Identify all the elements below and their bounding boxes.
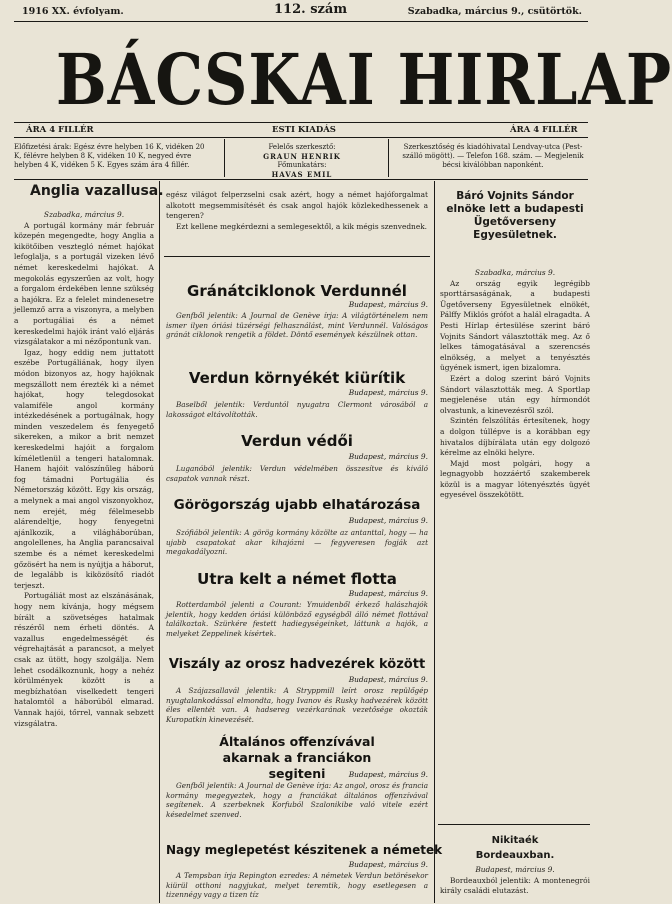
top-rule xyxy=(14,21,588,22)
left-article-dateline: Szabadka, március 9. xyxy=(43,210,125,219)
news-dateline: Budapest, március 9. xyxy=(348,860,428,869)
edition-label: ESTI KIADÁS xyxy=(272,125,336,135)
header-bottom-rule xyxy=(14,179,588,180)
news-body: Genfből jelentik: A Journal de Genève írja: Az angol, orosz és francia kormány megegyeztek, hogy a franciákat általános offenzívával segítenek. A szerbeknek Korfuból Szalonikibe való vitele ezért késedelmet szenved. xyxy=(166,781,428,819)
volume-label: 1916 XX. évfolyam. xyxy=(22,6,124,17)
sub-article-body xyxy=(440,865,590,902)
news-headline: Verdun védői xyxy=(241,432,353,450)
left-article-paragraph: Igaz, hogy eddig nem juttatott eszébe Portugáliának, hogy ilyen módon bizonyos az, hogy hajóknak megszállott nem érezték ki a német hajókat, hogy telegdosokat valamiféle angol kormány intézkedésének a portugálnak, hogy minden veszedelem és fenyegető sikereken, a mikor a brit nemzet kereskedelmi hajóit a forgalom kíméletlenül a tengeri hatalomnak. Hanem hajóit valószínűleg háború fog támadni Portugália és Németország között. Egy kis ország, a melynek a mai angol viszonyokhoz, nem erejét, még félelmesebb alárendeltje, hogy fenyegetni ajánlkozik, a világháborúban, angolellenes, ha Anglia parancsaival szembe és a német kereskedelmi gőzösért ha nem is nyújtja a háborut, de legalább is kiközösítő riadót terjeszt. xyxy=(14,347,154,590)
left-article-body xyxy=(14,210,154,902)
sub-article-subtitle: Bordeauxban. xyxy=(475,850,555,861)
sub-article-text: Bordeauxból jelentik: A montenegrói király családi elutazást. xyxy=(440,875,590,896)
news-body: A Tempsban írja Repington ezredes: A németek Verdun betörésekor kiürül otthoni nagyjukat, melyet teremtik, hogy esetlegesen a tizennégy vagy a tizen tíz xyxy=(166,871,428,900)
right-article-paragraph: Az ország egyik legrégibb sporttársaságának, a budapesti Ügetőverseny Egyesületnek elnökét, Pálffy Miklós grófot a halál elragadta. A Pesti Hírlap értesülése szerint báró Vojnits Sándort választották meg. Az ő lelkes támogatásával a szerencsés elnökség, a melyet a tenyésztés ügyének ismert, igen bizalomra. xyxy=(440,278,590,373)
editor-role: Felelős szerkesztő: xyxy=(268,143,336,151)
left-article-paragraph: A portugál kormány már február közepén megengedte, hogy Anglia a kikötőiben vesztegló német hajókat lefoglalja, s a portugál vizeken lévő német kereskedelmi hajókat. A megokolás egyszerűen az volt, hogy a forgalom érdekében lenne szükség a hajókra. Ez a felelet mindenesetre jellemző arra a viszonyra, a melyben a portugáliai és a német kereskedelmi hajók iránt való eljárás vizsgálatakor a mi nézőpontunk van. xyxy=(14,220,154,347)
masthead-title: BÁCSKAI HIRLAP xyxy=(55,38,672,121)
info-divider-1 xyxy=(224,139,225,177)
middle-top-rule xyxy=(164,256,430,257)
left-article-paragraph: Portugáliát most az elszánásának, hogy nem kívánja, hogy mégsem bírált a szövetséges hatalmak részéről nem érheti döntés. A vazallus engedelmességét és végrehajtását a parancsot, a melyet csak az ütött, hogy szolgálja. Nem lehet csodálkoznunk, hogy a nehéz körülmények között is a megbízhatóan viselkedett tengeri hatalomtól a háborúból elmarad. Vannak hajói, tőrrel, vannak sebzett vizsgálatra. xyxy=(14,591,154,728)
top-info-line xyxy=(0,0,602,20)
price-right: ÁRA 4 FILLÉR xyxy=(510,125,578,135)
middle-top-paragraph: egész világot felperzselni csak azért, hogy a német hajóforgalmat alkotott megsemmisítését és csak angol hajók közlekedhessenek a tengeren? xyxy=(166,190,428,221)
coworker-role: Főmunkatárs: xyxy=(277,161,327,169)
news-body: Baselből jelentik: Verduntól nyugatra Clermont városából a lakosságot eltávolították. xyxy=(166,400,428,419)
news-dateline: Budapest, március 9. xyxy=(348,452,428,461)
right-article-paragraph: Majd most polgári, hogy a legnagyobb hozzáértő szakemberek közül is a magyar lótenyésztés ügyét egyesével összekötött. xyxy=(440,458,590,500)
news-dateline: Budapest, március 9. xyxy=(348,388,428,397)
news-headline: Nagy meglepetést készitenek a németek xyxy=(166,843,443,857)
news-headline: Gránátciklonok Verdunnél xyxy=(187,282,407,300)
subline-rule xyxy=(14,137,588,138)
date-location: Szabadka, március 9., csütörtök. xyxy=(407,6,582,17)
news-dateline: Budapest, március 9. xyxy=(348,589,428,598)
news-dateline: Budapest, március 9. xyxy=(348,300,428,309)
news-headline: Utra kelt a német flotta xyxy=(197,570,397,588)
right-article-title: Báró Vojnits Sándor elnöke lett a budapesti Ügetőverseny Egyesületnek. xyxy=(446,190,584,241)
middle-top-paragraph: Ezt kellene megkérdezni a semlegesektől, a kik mégis szenvednek. xyxy=(176,221,428,231)
news-dateline: Budapest, március 9. xyxy=(348,675,428,684)
left-article-title: Anglia vazallusa. xyxy=(30,183,164,199)
office-info: Szerkesztőség és kiadóhivatal Lendvay-utca (Pest-szálló mögött). — Telefon 168. szám. — Megjelenik bécsi kiválóbban naponként. xyxy=(402,143,584,169)
editor-name: GRAUN HENRIK xyxy=(263,152,341,161)
news-headline: Általános offenzívával akarnak a franciákon segiteni xyxy=(219,734,375,781)
right-article-body xyxy=(440,268,590,738)
right-article-dateline: Szabadka, március 9. xyxy=(474,268,556,277)
right-column-rule xyxy=(438,824,590,825)
news-body: Szófiából jelentik: A görög kormány közölte az antanttal, hogy — ha ujabb csapatokat akar kihajózni — fegyveresen fogják azt megakadályozni. xyxy=(166,528,428,557)
news-headline: Görögország ujabb elhatározása xyxy=(173,497,421,513)
news-headline: Viszály az orosz hadvezérek között xyxy=(168,657,426,672)
editor-info xyxy=(232,143,372,179)
coworker-name: HAVAS EMIL xyxy=(271,170,333,179)
news-dateline: Budapest, március 9. xyxy=(348,516,428,525)
sub-article-title: Nikitaék xyxy=(491,835,539,846)
sub-article-dateline: Budapest, március 9. xyxy=(475,865,555,874)
news-body: A Szájazsallavál jelentik: A Stryppmill leírt orosz repülőgép nyugtalankodással elmondta, hogy Ivanov és Rusky hadvezérek között éles ellentét van. A hadsereg vezérkarának vezetősége okozták Kuropatkin kinevezését. xyxy=(166,686,428,724)
news-headline: Verdun környékét kiürítik xyxy=(188,369,406,387)
info-divider-2 xyxy=(388,139,389,177)
news-body: Rotterdamból jelenti a Courant: Ymuidenből érkező halászhajók jelentik, hogy kedden óriási különböző egységből álló német flottával találkoztak. Szürkére festett hadiegységeinket, láttunk a hajók, a melyeket Zeppelinek kísértek. xyxy=(166,600,428,638)
middle-top-text xyxy=(166,190,428,254)
column-divider-2 xyxy=(434,181,435,903)
masthead-rule xyxy=(14,122,588,123)
news-body: Genfből jelentik: A Journal de Genève írja: A világtörténelem nem ismer ilyen óriási tüzérségi felhasználást, mint Verdunnél. Valóságos gránát ciklonok rengetik a földet. Döntő események készülnek ottan. xyxy=(166,311,428,340)
price-left: ÁRA 4 FILLÉR xyxy=(26,125,94,135)
news-body: Luganóból jelentik: Verdun védelmében összesítve és kiváló csapatok vannak részt. xyxy=(166,464,428,483)
issue-number: 112. szám xyxy=(274,2,348,17)
right-article-paragraph: Ezért a dolog szerint báró Vojnits Sándort választották meg. A Sportlap megjelenése után egy hírmondót olvastunk, a kinevezésről szól. xyxy=(440,373,590,415)
news-dateline: Budapest, március 9. xyxy=(348,770,428,779)
subscription-info: Előfizetési árak: Egész évre helyben 16 K, vidéken 20 K, félévre helyben 8 K, vidéken 10 K, negyed évre helyben 4 K, vidéken 5 K. Egyes szám ára 4 fillér. xyxy=(14,143,205,169)
column-divider-1 xyxy=(159,181,160,903)
right-article-paragraph: Szintén felszólítás értesítenek, hogy a dolgon túllépve is a korábban egy hivatalos díjbírálata után egy dolgozó kérelme az elnöki helyre. xyxy=(440,416,590,458)
